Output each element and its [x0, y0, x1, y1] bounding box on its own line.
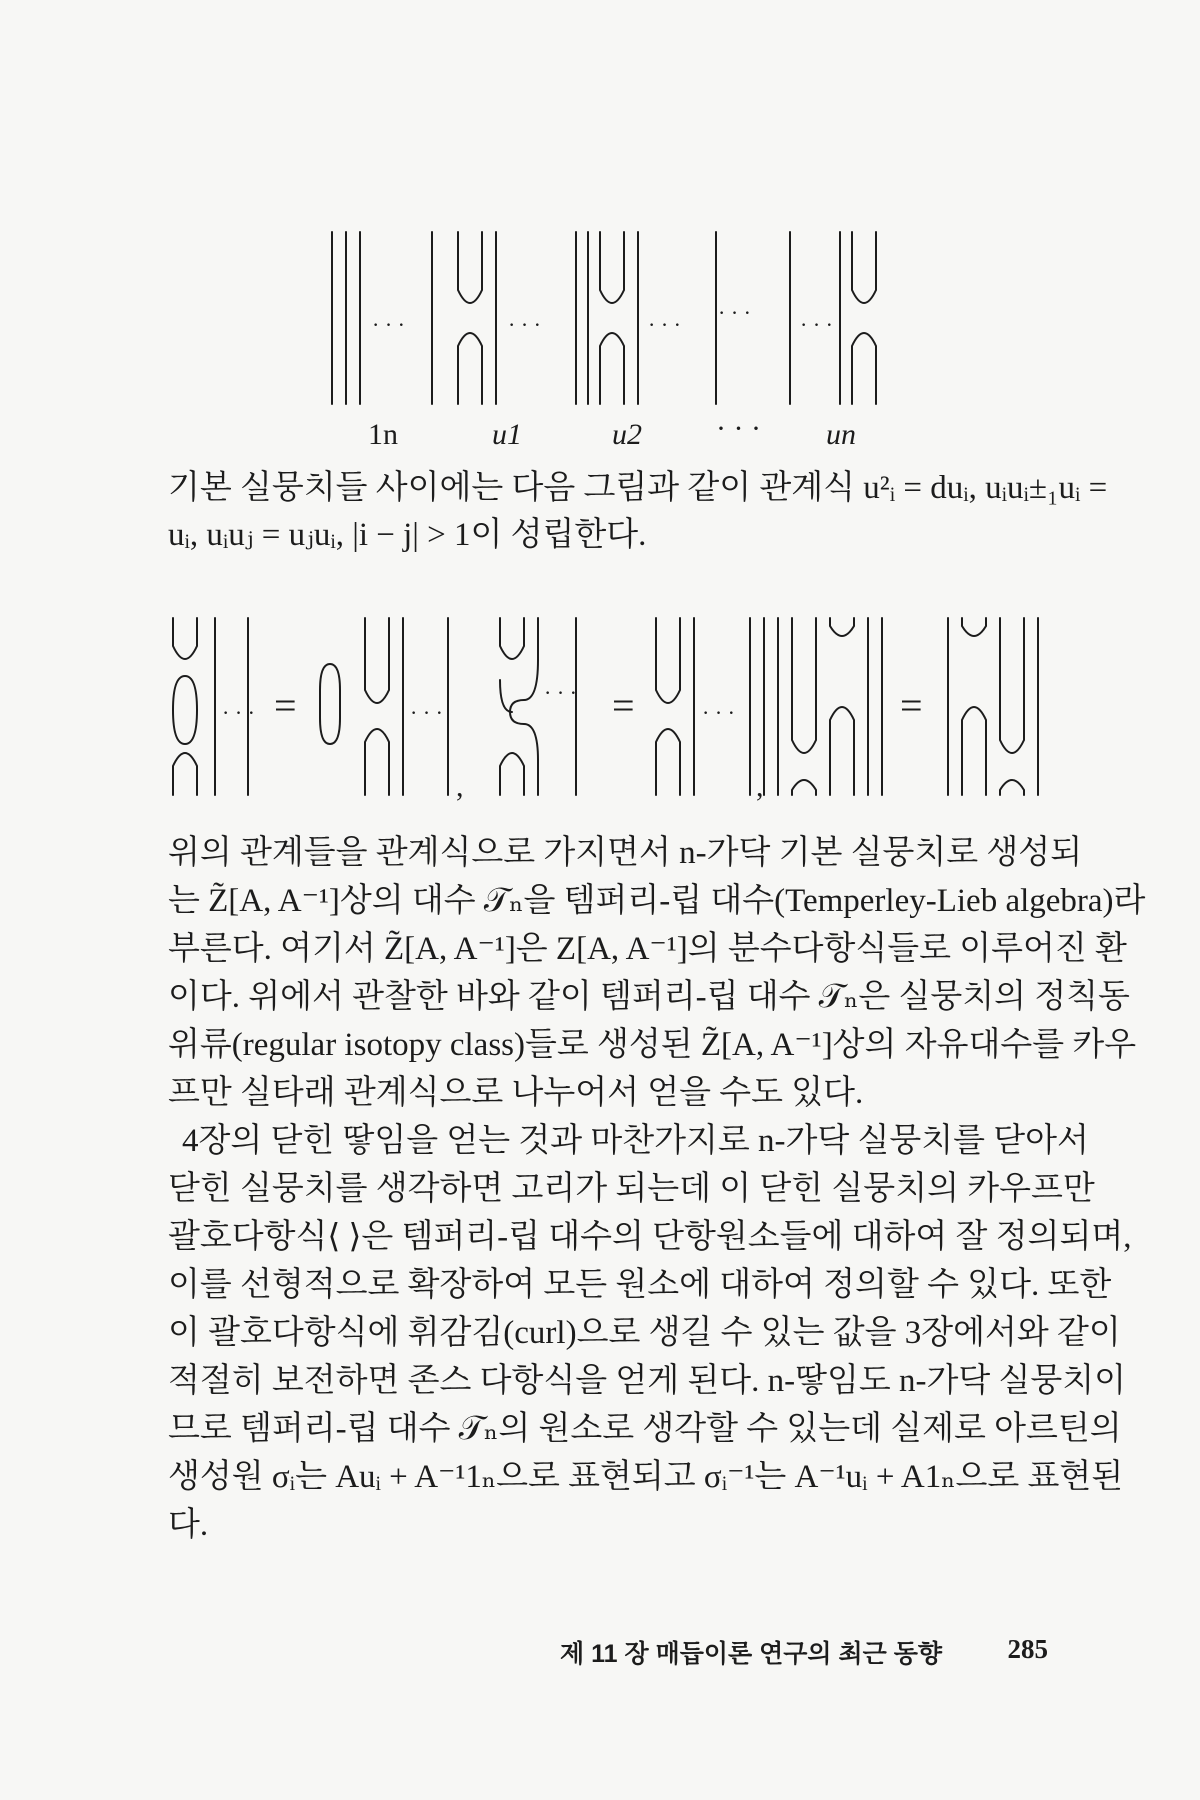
dots: · · ·	[410, 700, 443, 725]
text-line: 이를 선형적으로 확장하여 모든 원소에 대하여 정의할 수 있다. 또한	[168, 1267, 1112, 1303]
ellipsis-4: · · ·	[718, 300, 751, 325]
page-number: 285	[1007, 1634, 1048, 1664]
text-line: 적절히 보전하면 존스 다항식을 얻게 된다. n-땋임도 n-가닥 실뭉치이	[168, 1363, 1127, 1399]
ellipsis-5: · · ·	[800, 312, 833, 337]
text-line: 위의 관계들을 관계식으로 가지면서 n-가닥 기본 실뭉치로 생성되	[168, 835, 1083, 871]
label-u1: u1	[492, 418, 522, 451]
text-line: 다.	[168, 1507, 209, 1543]
text-line: 이 괄호다항식에 휘감김(curl)으로 생길 수 있는 값을 3장에서와 같이	[168, 1315, 1121, 1351]
comma: ,	[456, 770, 464, 803]
label-1n: 1n	[368, 418, 398, 451]
text-line: 부른다. 여기서 Z̃[A, A⁻¹]은 Z[A, A⁻¹]의 분수다항식들로 이루어진 환	[168, 931, 1127, 967]
ellipsis-3: · · ·	[648, 312, 681, 337]
relation-square	[173, 618, 448, 795]
chapter-title: 제 11 장 매듭이론 연구의 최근 동향	[560, 1640, 943, 1668]
text-line: 4장의 닫힌 땋임을 얻는 것과 마찬가지로 n-가닥 실뭉치를 닫아서	[182, 1123, 1089, 1159]
dots: · · ·	[222, 700, 255, 725]
ellipsis-2: · · ·	[508, 312, 541, 337]
text-line: 므로 템퍼리-립 대수 𝒯ₙ의 원소로 생각할 수 있는데 실제로 아르틴의	[168, 1411, 1122, 1447]
page-footer	[560, 1634, 1048, 1670]
label-un: un	[826, 418, 856, 451]
text-line: 는 Z̃[A, A⁻¹]상의 대수 𝒯ₙ을 템퍼리-립 대수(Temperley-Lieb algebra)라	[168, 883, 1146, 919]
label-u2: u2	[612, 418, 642, 451]
dots: · · ·	[702, 700, 735, 725]
label-dots: · · ·	[716, 412, 761, 445]
relations-diagram	[0, 0, 1200, 820]
text-line: 프만 실타래 관계식으로 나누어서 얻을 수도 있다.	[168, 1075, 864, 1111]
text-line: 이다. 위에서 관찰한 바와 같이 템퍼리-립 대수 𝒯ₙ은 실뭉치의 정칙동	[168, 979, 1130, 1015]
dots: · · ·	[544, 680, 577, 705]
text-line: uᵢ, uᵢuⱼ = uⱼuᵢ, |i − j| > 1이 성립한다.	[168, 517, 647, 553]
comma: ,	[756, 770, 764, 803]
text-line: 위류(regular isotopy class)들로 생성된 Z̃[A, A⁻¹]상의 자유대수를 카우	[168, 1027, 1137, 1063]
text-line: 기본 실뭉치들 사이에는 다음 그림과 같이 관계식 u²ᵢ = duᵢ, uᵢuᵢ±₁uᵢ =	[168, 470, 1108, 506]
text-line: 괄호다항식⟨ ⟩은 템퍼리-립 대수의 단항원소들에 대하여 잘 정의되며,	[168, 1219, 1132, 1255]
equals-sign: =	[612, 683, 635, 728]
ellipsis-1: · · ·	[372, 312, 405, 337]
text-line: 닫힌 실뭉치를 생각하면 고리가 되는데 이 닫힌 실뭉치의 카우프만	[168, 1171, 1095, 1207]
equals-sign: =	[900, 683, 923, 728]
equals-sign: =	[274, 683, 297, 728]
text-line: 생성원 σᵢ는 Auᵢ + A⁻¹1ₙ으로 표현되고 σᵢ⁻¹는 A⁻¹uᵢ + A1ₙ으로 표현된	[168, 1459, 1124, 1495]
